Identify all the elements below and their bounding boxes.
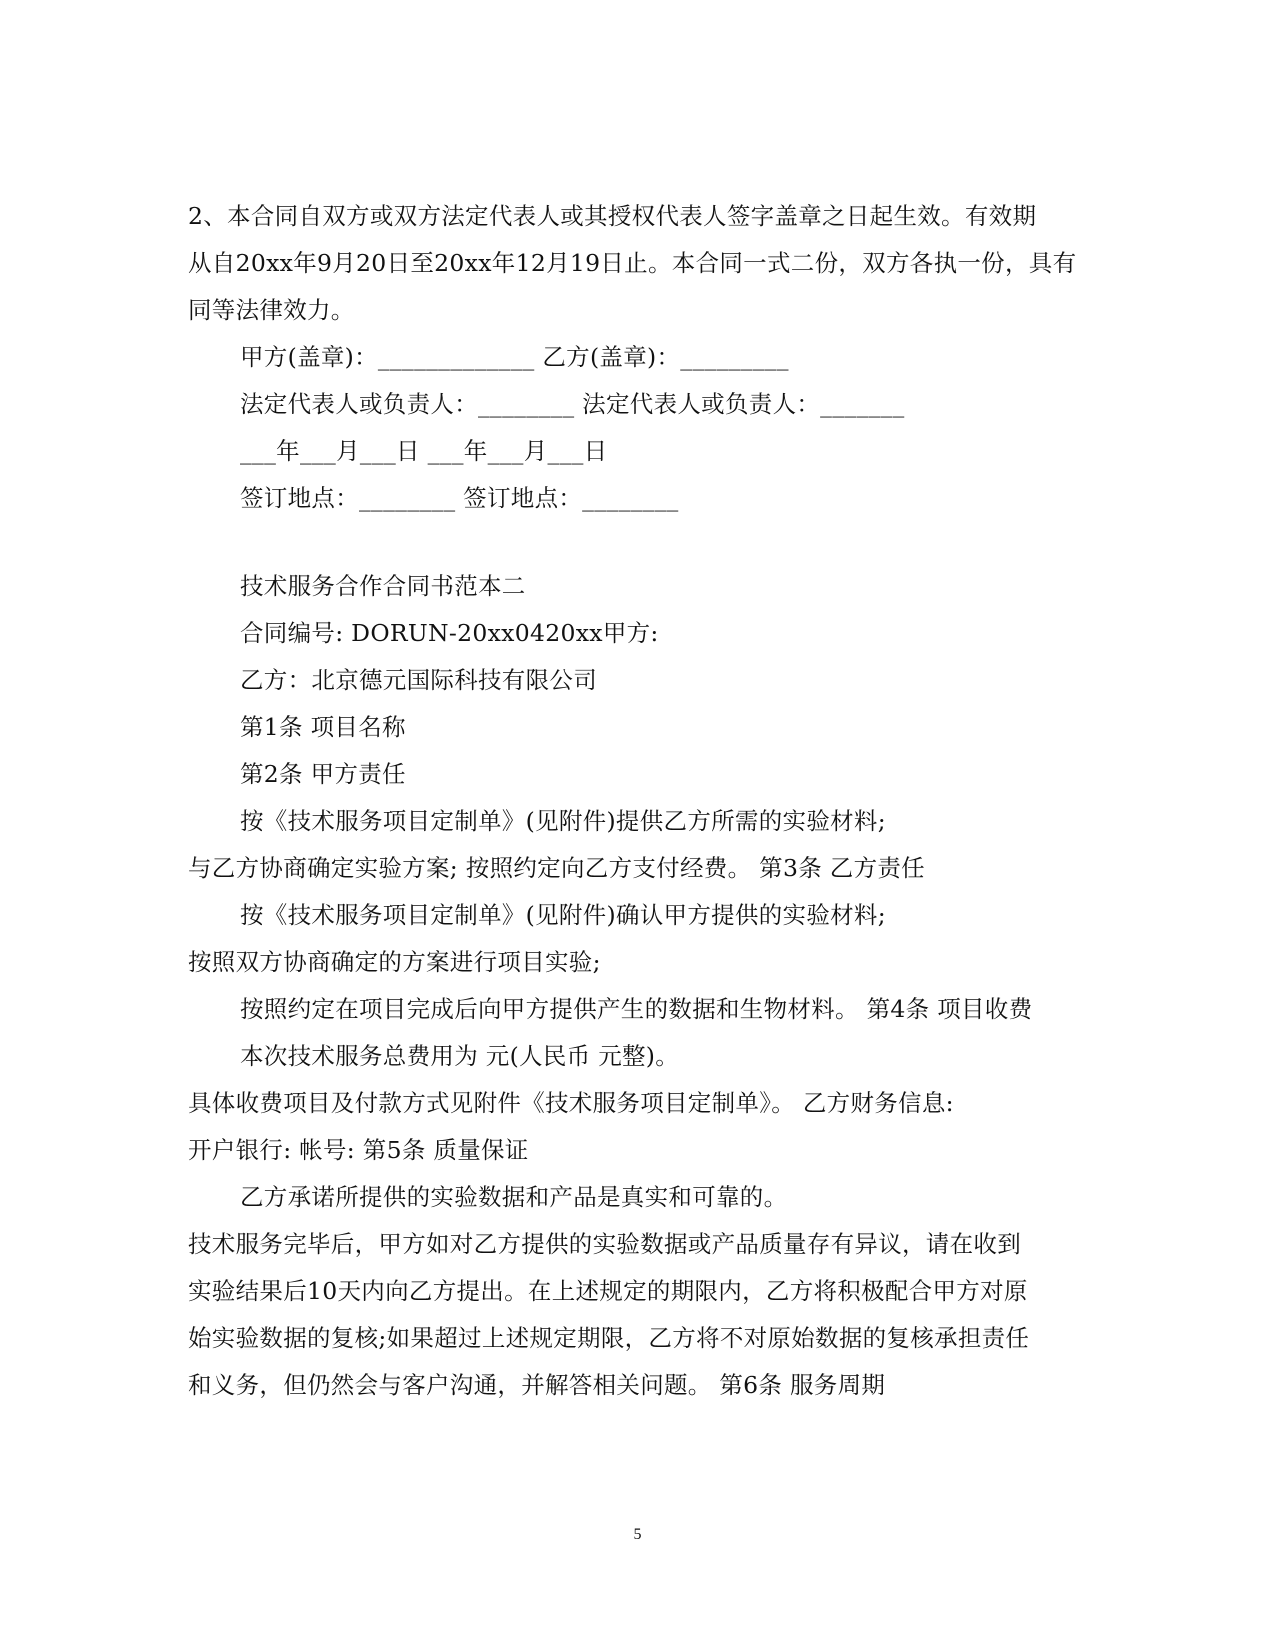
article-2-line-2: 与乙方协商确定实验方案; 按照约定向乙方支付经费。 第3条 乙方责任 <box>188 854 925 882</box>
signature-date-line: ___年___月___日 ___年___月___日 <box>240 437 608 465</box>
page-number: 5 <box>633 1526 642 1543</box>
party-b: 乙方：北京德元国际科技有限公司 <box>240 666 597 694</box>
article-5-line-1: 乙方承诺所提供的实验数据和产品是真实和可靠的。 <box>240 1183 788 1211</box>
article-5-line-3: 实验结果后10天内向乙方提出。在上述规定的期限内，乙方将积极配合甲方对原 <box>188 1277 1028 1305</box>
validity-line-2: 从自20xx年9月20日至20xx年12月19日止。本合同一式二份，双方各执一份，具有 <box>188 249 1077 277</box>
validity-line-1: 2、本合同自双方或双方法定代表人或其授权代表人签字盖章之日起生效。有效期 <box>188 202 1037 230</box>
article-3-line-1: 按《技术服务项目定制单》(见附件)确认甲方提供的实验材料; <box>240 901 886 929</box>
article-4-line-3: 开户银行: 帐号: 第5条 质量保证 <box>188 1136 529 1164</box>
contract-number: 合同编号: DORUN-20xx0420xx甲方: <box>240 619 659 647</box>
article-2-heading: 第2条 甲方责任 <box>240 760 406 788</box>
article-5-line-5: 和义务，但仍然会与客户沟通，并解答相关问题。 第6条 服务周期 <box>188 1371 886 1399</box>
article-2-line-1: 按《技术服务项目定制单》(见附件)提供乙方所需的实验材料; <box>240 807 886 835</box>
article-5-line-4: 始实验数据的复核;如果超过上述规定期限，乙方将不对原始数据的复核承担责任 <box>188 1324 1030 1352</box>
article-3-line-3: 按照约定在项目完成后向甲方提供产生的数据和生物材料。 第4条 项目收费 <box>240 995 1033 1023</box>
signature-seal-line: 甲方(盖章)：_____________ 乙方(盖章)：_________ <box>240 343 789 371</box>
article-4-line-2: 具体收费项目及付款方式见附件《技术服务项目定制单》。 乙方财务信息: <box>188 1089 954 1117</box>
article-1-heading: 第1条 项目名称 <box>240 713 406 741</box>
article-4-line-1: 本次技术服务总费用为 元(人民币 元整)。 <box>240 1042 680 1070</box>
signature-representative-line: 法定代表人或负责人：________ 法定代表人或负责人：_______ <box>240 390 905 418</box>
article-5-line-2: 技术服务完毕后，甲方如对乙方提供的实验数据或产品质量存有异议，请在收到 <box>188 1230 1021 1258</box>
contract-title: 技术服务合作合同书范本二 <box>240 572 526 600</box>
signature-place-line: 签订地点：________ 签订地点：________ <box>240 484 679 512</box>
validity-line-3: 同等法律效力。 <box>188 296 355 324</box>
article-3-line-2: 按照双方协商确定的方案进行项目实验; <box>188 948 601 976</box>
